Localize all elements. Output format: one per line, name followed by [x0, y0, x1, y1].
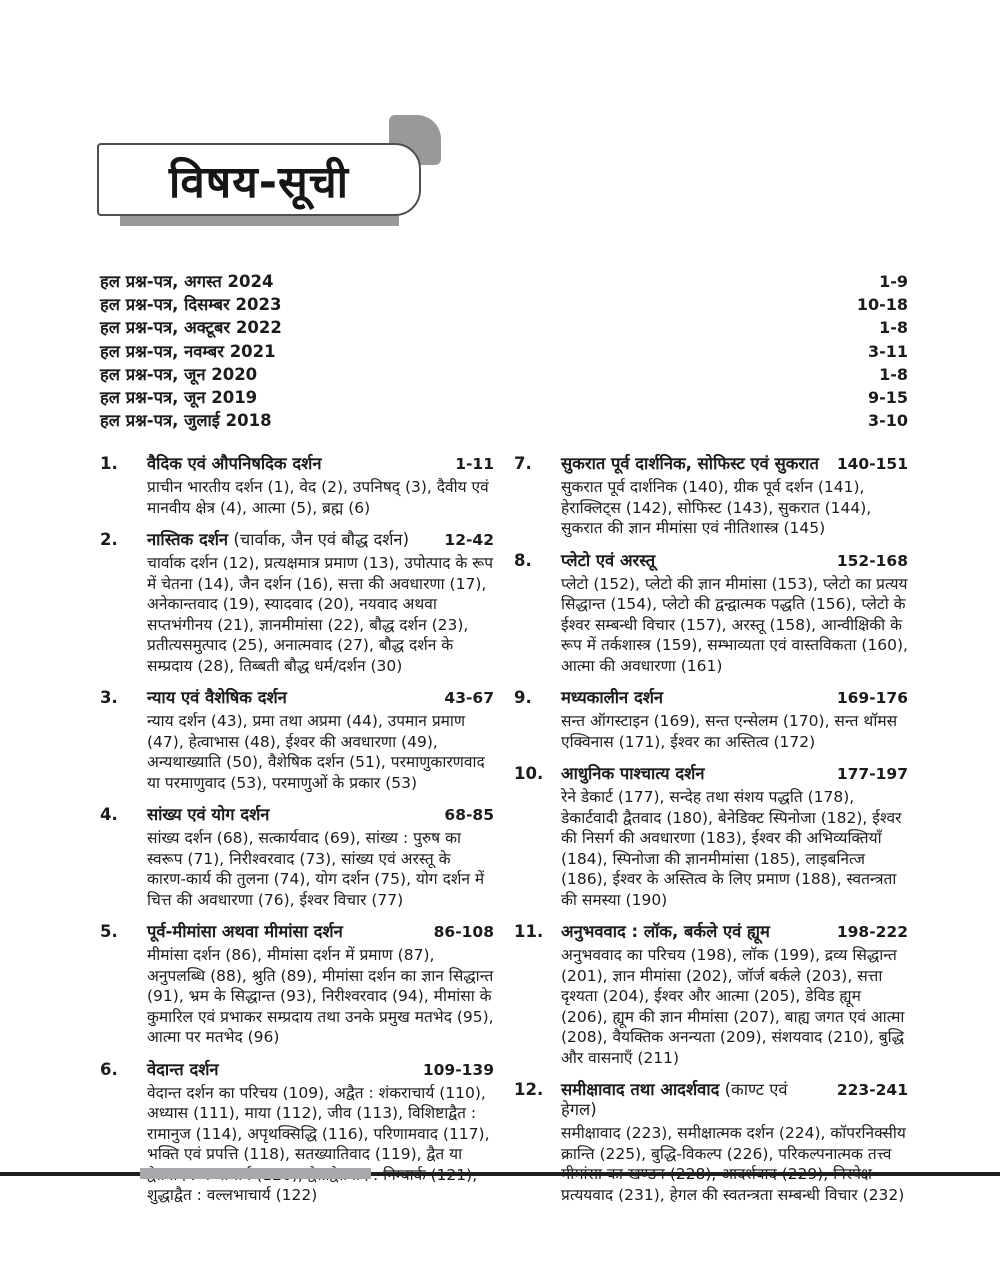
paper-pages: 1-9: [879, 272, 908, 291]
chapter-title: सांख्य एवं योग दर्शन: [147, 805, 270, 825]
paper-label: हल प्रश्न-पत्र, जून 2019: [100, 388, 258, 408]
chapter-number: 3.: [100, 688, 118, 708]
chapter-number: 8.: [514, 550, 532, 570]
paper-row: [100, 340, 908, 363]
chapter-topics: सांख्य दर्शन (68), सत्कार्यवाद (69), सांख्य : पुरुष का स्वरूप (71), निरीश्वरवाद (73), सांख्य एवं अरस्तू के कारण-कार्य की तुलना (74), योग दर्शन (75), योग दर्शन में चित्त की अवधारणा (76), ईश्वर विचार (77): [147, 829, 485, 909]
chapter-pages: 86-108: [433, 923, 494, 942]
chapter-topics: वेदान्त दर्शन का परिचय (109), अद्वैत : शंकराचार्य (110), अध्यास (111), माया (112), जीव (113), विशिष्टाद्वैत : रामानुज (114), अपृथक्सिद्धि (116), परिणामवाद (117), भक्ति एवं प्रपत्ति (118), सतख्यातिवाद (119), द्वैत या शुद्धाद्वैत : वल्लभाचार्य (122): [147, 1083, 490, 1205]
chapter-title: पूर्व-मीमांसा अथवा मीमांसा दर्शन: [147, 922, 343, 942]
chapter-title: अनुभववाद : लॉक, बर्कले एवं ह्यूम: [561, 922, 770, 942]
paper-row: [100, 270, 908, 293]
paper-label: हल प्रश्न-पत्र, अक्टूबर 2022: [100, 318, 282, 338]
chapter-pages: 177-197: [836, 765, 908, 784]
paper-row: [100, 293, 908, 316]
toc-header-box: [97, 143, 421, 216]
chapter-pages: 43-67: [444, 689, 494, 708]
toc-column-left: [100, 454, 494, 1218]
chapter-entry: [514, 922, 908, 1068]
chapter-title-note: (चार्वाक, जैन एवं बौद्ध दर्शन): [228, 530, 410, 550]
chapter-title: सुकरात पूर्व दार्शनिक, सोफिस्ट एवं सुकरात: [561, 454, 819, 474]
chapter-entry: [514, 454, 908, 539]
chapter-pages: 198-222: [836, 923, 908, 942]
chapter-number: 7.: [514, 454, 532, 474]
paper-row: [100, 386, 908, 409]
chapter-title: मध्यकालीन दर्शन: [561, 688, 664, 708]
chapter-title: समीक्षावाद तथा आदर्शवाद (काण्ट एवं हेगल): [561, 1080, 788, 1120]
paper-row: [100, 316, 908, 339]
chapter-topics: सन्त ऑगस्टाइन (169), सन्त एन्सेलम (170), सन्त थॉमस एक्विनास (171), ईश्वर का अस्तित्व (172): [561, 712, 898, 751]
chapter-pages: 1-11: [455, 455, 494, 474]
chapter-pages: 12-42: [444, 531, 494, 550]
chapter-title: प्लेटो एवं अरस्तू: [561, 550, 656, 570]
chapter-number: 5.: [100, 922, 118, 942]
footer-rule-accent: [140, 1168, 371, 1179]
paper-pages: 9-15: [867, 388, 908, 408]
paper-pages: 1-8: [879, 318, 908, 338]
paper-row: [100, 409, 908, 432]
chapter-topics: प्लेटो (152), प्लेटो की ज्ञान मीमांसा (153), प्लेटो का प्रत्यय सिद्धान्त (154), प्लेटो की द्वन्द्वात्मक पद्धति (156), प्लेटो के ईश्वर सम्बन्धी विचार (157), अरस्तू (158), आन्वीक्षिकी के रूप में तर्कशास्त्र (159), सम्भाव्यता एवं वास्तविकता (160), आत्मा की अवधारणा (161): [561, 574, 908, 675]
chapter-number: 1.: [100, 454, 118, 474]
chapter-topics: चार्वाक दर्शन (12), प्रत्यक्षमात्र प्रमाण (13), उपोत्पाद के रूप में चेतना (14), जैन दर्शन (16), सत्ता की अवधारणा (17), अनेकान्तवाद (19), स्यादवाद (20), नयवाद अथवा सप्तभंगीनय (21), ज्ञानमीमांसा (22), बौद्ध दर्शन (23), प्रतीत्यसमुत्पाद (25), अनात्मवाद (27), बौद्ध दर्शन के सम्प्रदाय (28), तिब्बती बौद्ध धर्म/दर्शन (30): [147, 554, 494, 675]
chapter-pages: 169-176: [836, 689, 908, 708]
paper-label: हल प्रश्न-पत्र, जुलाई 2018: [100, 411, 272, 431]
chapter-entry: [100, 805, 494, 910]
chapter-topics: रेने डेकार्ट (177), सन्देह तथा संशय पद्धति (178), डेकार्टवादी द्वैतवाद (180), बेनेडिक्ट स्पिनोजा (182), ईश्वर की निसर्ग की अवधारणा (183), ईश्वर की अभिव्यक्तियाँ (184), स्पिनोजा की ज्ञानमीमांसा (185), लाइबनित्ज (186), ईश्वर के अस्तित्व के लिए प्रमाण (188), स्वतन्त्रता की समस्या (190): [561, 788, 902, 909]
chapter-number: 12.: [514, 1080, 544, 1100]
chapter-entry: [100, 922, 494, 1048]
chapter-title: वेदान्त दर्शन: [147, 1059, 219, 1079]
chapter-title: न्याय एवं वैशेषिक दर्शन: [147, 688, 287, 708]
toc-grid: [100, 454, 908, 1218]
chapter-title: वैदिक एवं औपनिषदिक दर्शन: [147, 454, 322, 474]
chapter-number: 6.: [100, 1059, 118, 1079]
paper-label: हल प्रश्न-पत्र, जून 2020: [100, 364, 258, 384]
chapter-topics: न्याय दर्शन (43), प्रमा तथा अप्रमा (44), उपमान प्रमाण (47), हेत्वाभास (48), ईश्वर की अवधारणा (49), अन्यथाख्याति (50), वैशेषिक दर्शन (51), परमाणुकारणवाद या परमाणुवाद (53), परमाणुओं के प्रकार (53): [147, 712, 485, 792]
chapter-title: नास्तिक दर्शन (चार्वाक, जैन एवं बौद्ध दर्शन): [147, 530, 410, 550]
chapter-topics: अनुभववाद का परिचय (198), लॉक (199), द्रव्य सिद्धान्त (201), ज्ञान मीमांसा (202), जॉर्ज बर्कले (203), सत्ता दृश्यता (204), ईश्वर और आत्मा (205), डेविड ह्यूम (206), ह्यूम की ज्ञान मीमांसा (207), बाह्य जगत एवं आत्मा (208), वैयक्तिक अनन्यता (209), संशयवाद (210), बुद्धि और वासनाएँ (211): [561, 946, 905, 1067]
chapter-topics: सुकरात पूर्व दार्शनिक (140), ग्रीक पूर्व दर्शन (141), हेराक्लिट्स (142), सोफिस्ट (143), सुकरात (144), सुकरात की ज्ञान मीमांसा एवं नीतिशास्त्र (145): [561, 478, 872, 538]
chapter-entry: [100, 454, 494, 518]
chapter-topics: प्राचीन भारतीय दर्शन (1), वेद (2), उपनिषद् (3), दैवीय एवं मानवीय क्षेत्र (4), आत्मा (5), ब्रह्म (6): [147, 478, 489, 517]
chapter-number: 2.: [100, 530, 118, 550]
chapter-entry: [514, 551, 908, 677]
chapter-number: 9.: [514, 688, 532, 708]
chapter-entry: [100, 1060, 494, 1206]
chapter-pages: 109-139: [422, 1060, 494, 1079]
chapter-topics: मीमांसा दर्शन (86), मीमांसा दर्शन में प्रमाण (87), अनुपलब्धि (88), श्रुति (89), मीमांसा दर्शन का ज्ञान सिद्धान्त (91), भ्रम के सिद्धान्त (93), निरीश्वरवाद (94), मीमांसा के कुमारिल एवं प्रभाकर सम्प्रदाय तथा उनके प्रमुख मतभेद (95), आत्मा पर मतभेद (96): [147, 946, 494, 1047]
paper-label: हल प्रश्न-पत्र, अगस्त 2024: [100, 272, 274, 291]
chapter-pages: 140-151: [836, 455, 908, 474]
chapter-title: आधुनिक पाश्चात्य दर्शन: [561, 764, 705, 784]
chapter-pages: 223-241: [836, 1081, 908, 1100]
paper-pages: 10-18: [856, 295, 908, 315]
paper-pages: 3-10: [867, 411, 908, 431]
toc-header: [97, 143, 421, 216]
chapter-topics: समीक्षावाद (223), समीक्षात्मक दर्शन (224), कॉपरनिक्सीय क्रान्ति (225), बुद्धि-विकल्प (226), परिकल्पनात्मक तत्त्व प्रत्ययवाद (231), हेगल की स्वतन्त्रता सम्बन्धी विचार (232): [561, 1124, 906, 1204]
chapter-entry: [514, 1080, 908, 1205]
chapter-entry: [100, 688, 494, 793]
paper-row: [100, 363, 908, 386]
chapter-entry: [514, 688, 908, 752]
chapter-entry: [100, 530, 494, 676]
chapter-number: 10.: [514, 764, 544, 784]
chapter-number: 4.: [100, 805, 118, 825]
chapter-number: 11.: [514, 922, 544, 942]
paper-pages: 1-8: [879, 364, 908, 384]
paper-label: हल प्रश्न-पत्र, दिसम्बर 2023: [100, 295, 282, 315]
chapter-pages: 68-85: [444, 806, 494, 825]
paper-label: हल प्रश्न-पत्र, नवम्बर 2021: [100, 341, 276, 361]
chapter-title-note: (काण्ट एवं हेगल): [561, 1080, 788, 1120]
toc-column-right: [514, 454, 908, 1218]
solved-papers-list: [100, 270, 908, 432]
page-title: विषय-सूची: [168, 156, 350, 208]
paper-pages: 3-11: [867, 341, 908, 361]
chapter-pages: 152-168: [836, 551, 908, 570]
chapter-entry: [514, 764, 908, 910]
header-shadow-bar: [120, 215, 399, 226]
